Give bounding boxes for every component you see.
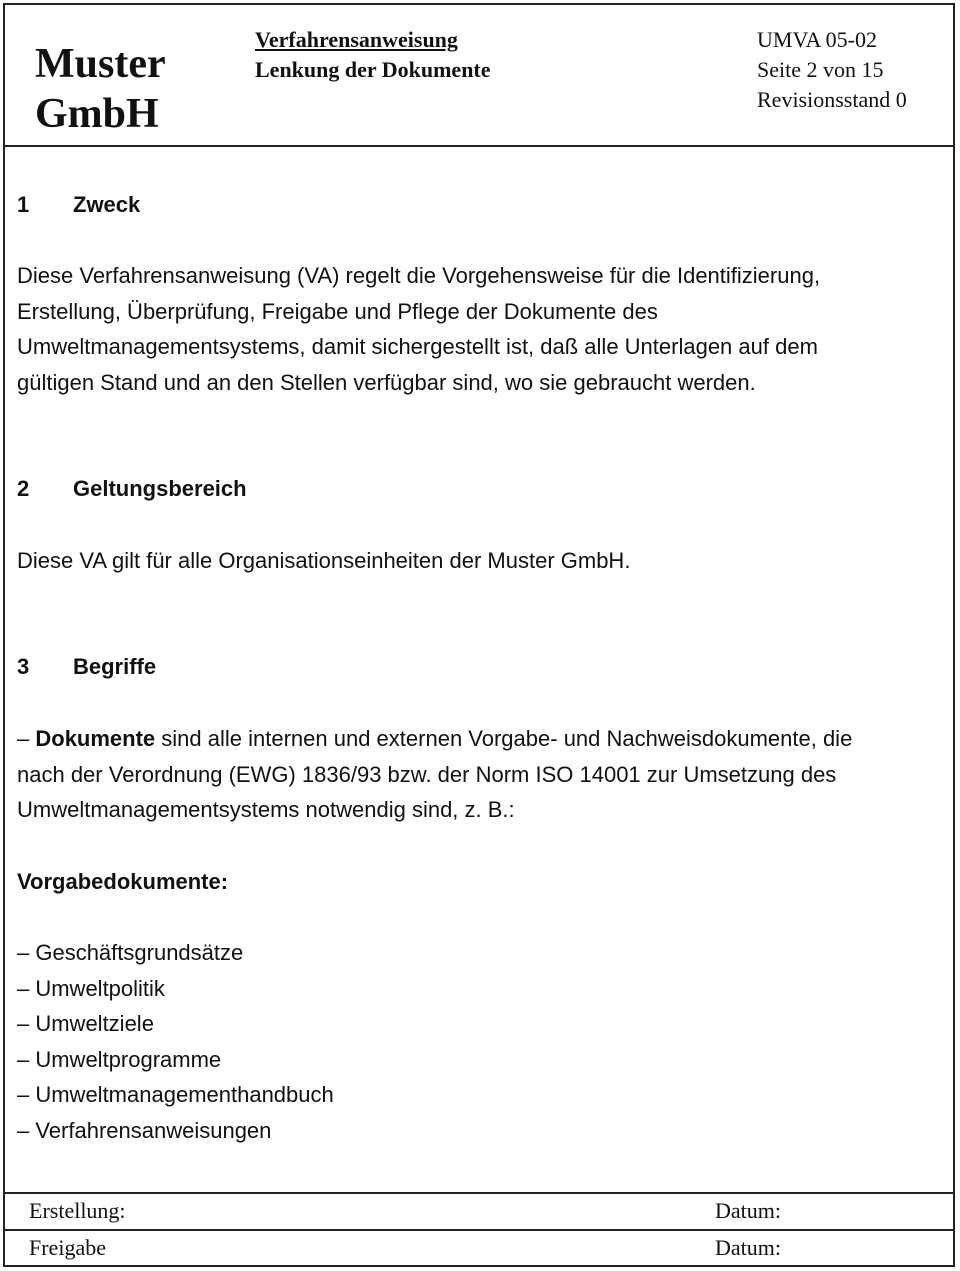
document-header (5, 5, 953, 147)
dash: – (17, 726, 30, 751)
section-title: Begriffe (73, 654, 157, 679)
document-page (3, 3, 955, 1267)
revision-status: Revisionsstand 0 (757, 87, 907, 112)
term-definition: sind alle internen und externen Vorgabe- und Nachweisdokumente, die (161, 726, 853, 751)
paragraph-line (17, 721, 945, 757)
list-item: – Umweltprogramme (17, 1046, 222, 1072)
document-meta (757, 25, 907, 115)
paragraph-line: Umweltmanagementsystems, damit sichergestellt ist, daß alle Unterlagen auf dem (17, 334, 818, 360)
section-3-paragraph (17, 721, 945, 828)
footer-row-approval (5, 1231, 953, 1266)
section-heading-1 (17, 190, 140, 220)
approval-label: Freigabe (29, 1235, 106, 1260)
company-name-line2: GmbH (35, 91, 159, 137)
section-heading-3 (17, 652, 156, 682)
list-item: – Umweltpolitik (17, 975, 165, 1001)
creation-label: Erstellung: (29, 1198, 126, 1223)
subheading-vorgabedokumente: Vorgabedokumente: (17, 869, 229, 894)
company-name (35, 39, 166, 139)
page-info: Seite 2 von 15 (757, 57, 884, 82)
company-name-line1: Muster (35, 41, 166, 87)
document-code: UMVA 05-02 (757, 27, 878, 52)
document-footer (5, 1192, 953, 1269)
section-heading-2 (17, 474, 247, 504)
footer-row-creation (5, 1194, 953, 1231)
section-title: Zweck (73, 192, 141, 217)
date-label: Datum: (715, 1198, 781, 1223)
paragraph-line: nach der Verordnung (EWG) 1836/93 bzw. der Norm ISO 14001 zur Umsetzung des (17, 761, 837, 787)
document-type: Verfahrensanweisung (255, 27, 458, 52)
list-item: – Geschäftsgrundsätze (17, 940, 244, 965)
term-bold: Dokumente (35, 726, 156, 751)
document-list (17, 935, 334, 1148)
date-label: Datum: (715, 1235, 781, 1260)
list-item: – Umweltziele (17, 1011, 154, 1036)
section-number: 1 (17, 192, 30, 217)
section-title: Geltungsbereich (73, 476, 247, 501)
paragraph-line: gültigen Stand und an den Stellen verfügbar sind, wo sie gebraucht werden. (17, 370, 756, 396)
section-number: 2 (17, 476, 30, 501)
paragraph-line: Umweltmanagementsystems notwendig sind, z. B.: (17, 797, 515, 823)
section-2-paragraph: Diese VA gilt für alle Organisationseinheiten der Muster GmbH. (17, 548, 631, 573)
paragraph-line: Erstellung, Überprüfung, Freigabe und Pflege der Dokumente des (17, 298, 658, 324)
section-number: 3 (17, 654, 30, 679)
paragraph-line: Diese Verfahrensanweisung (VA) regelt die Vorgehensweise für die Identifizierung, (17, 263, 821, 288)
section-1-paragraph (17, 258, 945, 401)
list-item: – Umweltmanagementhandbuch (17, 1082, 334, 1107)
document-title: Lenkung der Dokumente (255, 57, 491, 82)
list-item: – Verfahrensanweisungen (17, 1117, 272, 1143)
